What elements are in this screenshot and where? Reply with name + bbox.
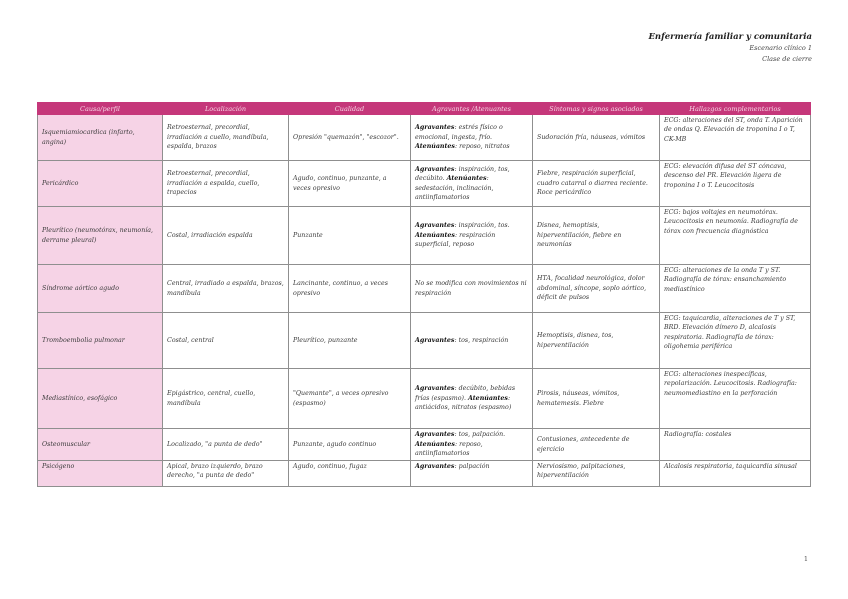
table-cell: ECG: alteraciones del ST, onda T. Aparición de ondas Q. Elevación de troponina I o T, CK-MB <box>660 115 811 161</box>
column-header: Síntomas y signos asociados <box>533 103 660 115</box>
keyword-label: Agravantes <box>415 165 455 173</box>
table-cell: Epigástrico, central, cuello, mandíbula <box>163 369 289 429</box>
aggravating-cell <box>411 161 533 207</box>
table-cell: Fiebre, respiración superficial, cuadro catarral o diarrea reciente. Roce pericárdico <box>533 161 660 207</box>
keyword-label: Atenúantes <box>415 231 455 239</box>
table-cell: Radiografía: costales <box>660 429 811 461</box>
table-row <box>38 115 811 161</box>
cell-text: : sedestación, inclinación, antiinflamatorios <box>415 175 494 201</box>
cell-text: : reposo, nitratos <box>454 143 510 151</box>
column-header: Cualidad <box>289 103 411 115</box>
cell-text: : decúbito, bebidas frías (espasmo). <box>415 385 516 402</box>
table-cell: Costal, irradiación espalda <box>163 207 289 265</box>
keyword-label: Atenúantes <box>415 143 455 151</box>
cell-text: : inspiración, tos. <box>454 222 510 230</box>
table-row <box>38 461 811 487</box>
column-header: Causa/perfil <box>38 103 163 115</box>
document-subtitle-2: Clase de cierre <box>762 55 812 63</box>
table-cell: Sudoración fría, náuseas, vómitos <box>533 115 660 161</box>
table-cell: Lancinante, continuo, a veces opresivo <box>289 265 411 313</box>
table-cell: Apical, brazo izquierdo, brazo derecho, "a punta de dedo" <box>163 461 289 487</box>
column-header: Hallazgos complementarios <box>660 103 811 115</box>
table-cell: Osteomuscular <box>38 429 163 461</box>
document-title: Enfermería familiar y comunitaria <box>648 32 812 42</box>
table-cell: ECG: elevación difusa del ST cóncava, descenso del PR. Elevación ligera de troponina I o T. Leucocitosis <box>660 161 811 207</box>
table-row <box>38 265 811 313</box>
keyword-label: Agravantes <box>415 385 455 393</box>
table-cell: Hemoptisis, disnea, tos, hiperventilación <box>533 313 660 369</box>
aggravating-cell <box>411 429 533 461</box>
aggravating-cell <box>411 461 533 487</box>
table-cell: HTA, focalidad neurológica, dolor abdominal, síncope, soplo aórtico, déficit de pulsos <box>533 265 660 313</box>
table-cell: Alcalosis respiratoria, taquicardia sinusal <box>660 461 811 487</box>
table-cell: Nerviosismo, palpitaciones, hiperventilación <box>533 461 660 487</box>
table-cell: No se modifica con movimientos ni respiración <box>411 265 533 313</box>
table-cell: Retroesternal, precordial, irradiación a espalda, cuello, trapecios <box>163 161 289 207</box>
cell-text: : estrés físico o emocional, ingesta, frío. <box>415 124 503 141</box>
table-cell: Central, irradiado a espalda, brazos, mandíbula <box>163 265 289 313</box>
table-cell: Isquemiamiocardica (infarto, angina) <box>38 115 163 161</box>
table-cell: Costal, central <box>163 313 289 369</box>
cell-text: : antiácidos, nitratos (espasmo) <box>415 394 512 412</box>
cell-text: : respiración superficial, reposo <box>415 231 496 249</box>
table-cell: Localizado, "a punta de dedo" <box>163 429 289 461</box>
table-cell: Mediastínico, esofágico <box>38 369 163 429</box>
table-cell: "Quemante", a veces opresivo (espasmo) <box>289 369 411 429</box>
table-cell: Psicógeno <box>38 461 163 487</box>
table-cell: Pleurítico (neumotórax, neumonía, derrame pleural) <box>38 207 163 265</box>
table-row <box>38 429 811 461</box>
document-subtitle: Escenario clínico 1 <box>749 44 812 52</box>
table-cell: Pleurítico, punzante <box>289 313 411 369</box>
column-header: Agravantes /Atenuantes <box>411 103 533 115</box>
table-cell: ECG: bajos voltajes en neumotórax. Leucocitosis en neumonía. Radiografía de tórax con frecuencia diagnóstica <box>660 207 811 265</box>
aggravating-cell <box>411 369 533 429</box>
table-cell: Pericárdico <box>38 161 163 207</box>
table-cell: Contusiones, antecedente de ejercicio <box>533 429 660 461</box>
table-cell: Punzante, agudo continuo <box>289 429 411 461</box>
chest-pain-table <box>37 102 811 487</box>
keyword-label: Agravantes <box>415 431 455 439</box>
table-cell: Retroesternal, precordial, irradiación a cuello, mandíbula, espalda, brazos <box>163 115 289 161</box>
cell-text: : inspiración, tos, decúbito. <box>415 165 510 183</box>
keyword-label: Agravantes <box>415 336 455 344</box>
cell-text: : tos, palpación. <box>454 431 506 439</box>
page-number: 1 <box>803 555 808 563</box>
cell-text: : reposo, antiinflamatorios <box>415 440 483 458</box>
table-cell: Disnea, hemoptisis, hiperventilación, fiebre en neumonías <box>533 207 660 265</box>
keyword-label: Agravantes <box>415 124 455 132</box>
table-cell: Punzante <box>289 207 411 265</box>
table-cell: Síndrome aórtico agudo <box>38 265 163 313</box>
table-cell: Opresión "quemazón", "escozor". <box>289 115 411 161</box>
keyword-label: Atenúantes <box>468 394 508 402</box>
table-row <box>38 369 811 429</box>
table-cell: ECG: alteraciones inespecíficas, repolarización. Leucocitosis. Radiografía: neumomediastino en la perforación <box>660 369 811 429</box>
cell-text: : tos, respiración <box>454 336 509 344</box>
keyword-label: Atenúantes <box>446 175 487 183</box>
aggravating-cell <box>411 313 533 369</box>
keyword-label: Atenúantes <box>415 440 455 448</box>
table-cell: Agudo, continuo, fugaz <box>289 461 411 487</box>
table-cell: ECG: alteraciones de la onda T y ST. Radiografía de tórax: ensanchamiento mediastínico <box>660 265 811 313</box>
keyword-label: Agravantes <box>415 222 455 230</box>
table-row <box>38 161 811 207</box>
document-header <box>648 32 812 65</box>
cell-text: : palpación <box>454 463 490 470</box>
table-cell: Agudo, continuo, punzante, a veces opresivo <box>289 161 411 207</box>
table-header-row <box>38 103 811 115</box>
aggravating-cell <box>411 115 533 161</box>
column-header: Localización <box>163 103 289 115</box>
keyword-label: Agravantes <box>415 463 455 470</box>
table-cell: Pirosis, náuseas, vómitos, hematemesis. Fiebre <box>533 369 660 429</box>
table-cell: Tromboembolia pulmonar <box>38 313 163 369</box>
table-row <box>38 207 811 265</box>
aggravating-cell <box>411 207 533 265</box>
table-row <box>38 313 811 369</box>
table-cell: ECG: taquicardia, alteraciones de T y ST, BRD. Elevación dímero D, alcalosis respiratoria. Radiografía de tórax: oligohemia periférica <box>660 313 811 369</box>
